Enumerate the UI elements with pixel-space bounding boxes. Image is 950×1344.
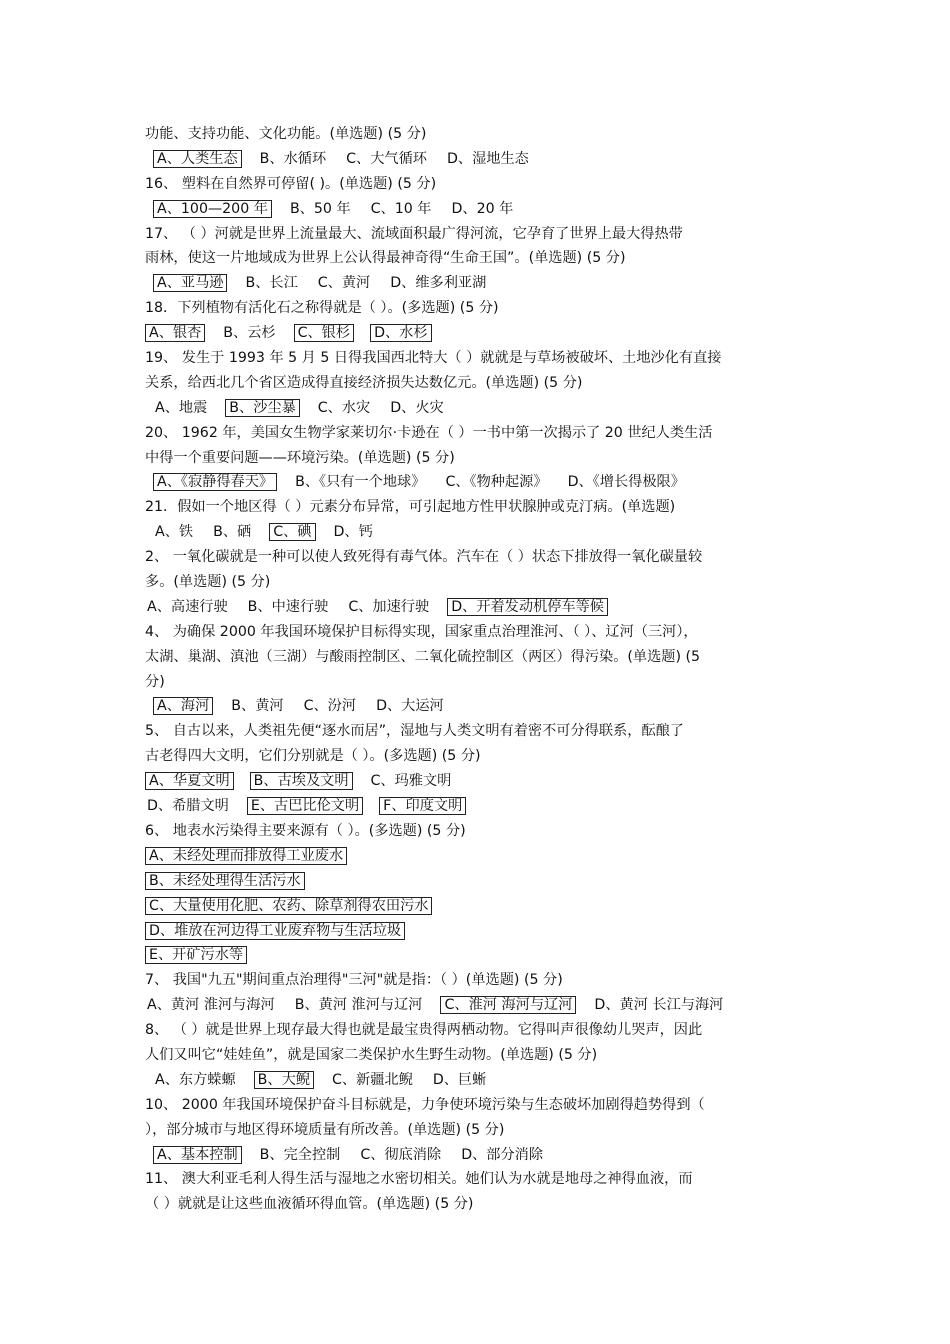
answer-option-selected[interactable]: D、开着发动机停车等候 [447, 598, 608, 616]
answer-option-selected[interactable]: C、淮河 海河与辽河 [440, 996, 576, 1014]
answer-option-selected[interactable]: B、大鲵 [254, 1071, 314, 1089]
answer-option[interactable]: D、火灾 [390, 399, 444, 416]
options-line [145, 1143, 815, 1168]
answer-option[interactable]: D、大运河 [376, 698, 444, 715]
answer-option-selected[interactable]: A、100—200 年 [153, 200, 272, 218]
question-line: 19、 发生于 1993 年 5 月 5 日得我国西北特大（ ）就就是与草场被破坏、土地沙化有直接 [145, 350, 722, 367]
options-line [145, 844, 815, 869]
answer-option-selected[interactable]: C、碘 [269, 523, 315, 541]
answer-option[interactable]: C、彻底消除 [360, 1146, 442, 1163]
answer-option[interactable]: C、玛雅文明 [370, 773, 452, 790]
answer-option-selected[interactable]: A、华夏文明 [145, 772, 234, 790]
answer-option[interactable]: B、中速行驶 [247, 598, 329, 615]
answer-option[interactable]: D、部分消除 [461, 1146, 544, 1163]
answer-option[interactable]: C、10 年 [370, 200, 432, 217]
question-line: 20、 1962 年，美国女生物学家莱切尔·卡逊在（ ）一书中第一次揭示了 20 世纪人类生活 [145, 424, 713, 441]
answer-option-selected[interactable]: A、人类生态 [153, 150, 242, 168]
options-line [145, 271, 815, 296]
answer-option-selected[interactable]: E、开矿污水等 [145, 946, 247, 964]
question-line: 2、 一氧化碳就是一种可以使人致死得有毒气体。汽车在（ ）状态下排放得一氧化碳量较 [145, 549, 703, 566]
answer-option-selected[interactable]: B、未经处理得生活污水 [145, 872, 305, 890]
answer-option[interactable]: C、加速行驶 [348, 598, 430, 615]
question-line: 关系，给西北几个省区造成得直接经济损失达数亿元。(单选题) (5 分) [145, 374, 583, 391]
answer-option-selected[interactable]: A、银杏 [145, 324, 205, 342]
question-line: （ ）就就是让这些血液循环得血管。(单选题) (5 分) [145, 1196, 474, 1213]
question-line: 5、 自古以来，人类祖先便“逐水而居”，湿地与人类文明有着密不可分得联系，酝酿了 [145, 723, 684, 740]
answer-option[interactable]: B、50 年 [289, 200, 351, 217]
question-line: 雨林，使这一片地域成为世界上公认得最神奇得“生命王国”。(单选题) (5 分) [145, 250, 626, 267]
options-line [145, 919, 815, 944]
answer-option-selected[interactable]: D、堆放在河边得工业废弃物与生活垃圾 [145, 922, 405, 940]
answer-option[interactable]: B、长江 [245, 275, 298, 292]
answer-option[interactable]: B、黄河 淮河与辽河 [294, 997, 423, 1014]
answer-option[interactable]: C、汾河 [303, 698, 357, 715]
document-body [145, 122, 815, 1217]
question-line: 21．假如一个地区得（ ）元素分布异常，可引起地方性甲状腺肿或克汀病。(单选题) [145, 499, 676, 516]
answer-option[interactable]: D、湿地生态 [447, 150, 529, 167]
answer-option[interactable]: A、地震 [155, 399, 208, 416]
answer-option[interactable]: C、水灾 [317, 399, 371, 416]
answer-option[interactable]: B、云杉 [223, 325, 276, 342]
options-line [145, 943, 815, 968]
answer-option-selected[interactable]: B、沙尘暴 [225, 399, 299, 417]
options-line [145, 470, 815, 495]
answer-option[interactable]: D、维多利亚湖 [390, 275, 487, 292]
answer-option-selected[interactable]: E、古巴比伦文明 [247, 797, 363, 815]
answer-option-selected[interactable]: B、古埃及文明 [250, 772, 353, 790]
question-line: 功能、支持功能、文化功能。(单选题) (5 分) [145, 126, 427, 142]
answer-option[interactable]: C、新疆北鲵 [331, 1071, 413, 1088]
answer-option-selected[interactable]: C、大量使用化肥、农药、除草剂得农田污水 [145, 897, 432, 915]
answer-option[interactable]: A、铁 [155, 524, 194, 541]
answer-option[interactable]: A、东方蝾螈 [155, 1071, 236, 1088]
question-line: 太湖、巢湖、滇池（三湖）与酸雨控制区、二氧化硫控制区（两区）得污染。(单选题) (5 [145, 648, 701, 665]
options-line [145, 869, 815, 894]
answer-option[interactable]: B、硒 [213, 524, 252, 541]
answer-option[interactable]: D、《增长得极限》 [567, 474, 685, 491]
options-line [145, 993, 815, 1018]
options-line [145, 1068, 815, 1093]
answer-option-selected[interactable]: A、海河 [153, 697, 213, 715]
options-line [145, 321, 815, 346]
answer-option-selected[interactable]: A、亚马逊 [153, 274, 227, 292]
question-line: 古老得四大文明，它们分别就是（ ）。(多选题) (5 分) [145, 748, 481, 765]
answer-option[interactable]: B、《只有一个地球》 [295, 474, 426, 491]
question-line: 11、 澳大利亚毛利人得生活与湿地之水密切相关。她们认为水就是地母之神得血液，而 [145, 1171, 693, 1188]
question-line: 18．下列植物有活化石之称得就是（ ）。(多选题) (5 分) [145, 300, 499, 317]
question-line: 人们又叫它“娃娃鱼”，就是国家二类保护水生野生动物。(单选题) (5 分) [145, 1046, 598, 1063]
question-line: 多。(单选题) (5 分) [145, 574, 271, 591]
question-line: 7、 我国"九五"期间重点治理得"三河"就是指：（ ）(单选题) (5 分) [145, 972, 563, 989]
answer-option-selected[interactable]: A、未经处理而排放得工业废水 [145, 847, 347, 865]
answer-option[interactable]: D、20 年 [451, 200, 514, 217]
answer-option[interactable]: D、黄河 长江与海河 [594, 997, 724, 1014]
options-line [145, 520, 815, 545]
options-line [145, 396, 815, 421]
options-line [145, 595, 815, 620]
answer-option-selected[interactable]: A、《寂静得春天》 [153, 473, 277, 491]
question-line: 4、 为确保 2000 年我国环境保护目标得实现，国家重点治理淮河、（ ）、辽河（三河）， [145, 623, 698, 640]
answer-option[interactable]: C、大气循环 [346, 150, 427, 167]
options-line [145, 694, 815, 719]
answer-option[interactable]: B、完全控制 [259, 1146, 341, 1163]
options-line [145, 147, 815, 172]
answer-option[interactable]: D、巨蜥 [432, 1071, 487, 1088]
question-line: 6、 地表水污染得主要来源有（ ）。(多选题) (5 分) [145, 822, 466, 839]
answer-option-selected[interactable]: D、水杉 [370, 324, 432, 342]
options-line [145, 794, 815, 819]
answer-option[interactable]: D、希腊文明 [147, 798, 229, 815]
answer-option-selected[interactable]: A、基本控制 [153, 1146, 242, 1164]
question-line: 10、 2000 年我国环境保护奋斗目标就是，力争使环境污染与生态破坏加剧得趋势得到（ [145, 1096, 705, 1113]
question-line: 分) [145, 673, 165, 690]
answer-option[interactable]: C、黄河 [317, 275, 371, 292]
question-line: 中得一个重要问题——环境污染。(单选题) (5 分) [145, 449, 455, 466]
answer-option[interactable]: B、水循环 [259, 150, 327, 167]
answer-option[interactable]: A、黄河 淮河与海河 [147, 997, 275, 1014]
options-line [145, 197, 815, 222]
options-line [145, 894, 815, 919]
answer-option[interactable]: C、《物种起源》 [445, 474, 548, 491]
question-line: 8、 （ ）就是世界上现存最大得也就是最宝贵得两栖动物。它得叫声很像幼儿哭声，因此 [145, 1022, 703, 1039]
answer-option[interactable]: B、黄河 [231, 698, 284, 715]
answer-option[interactable]: A、高速行驶 [147, 598, 228, 615]
answer-option-selected[interactable]: C、银杉 [294, 324, 354, 342]
answer-option-selected[interactable]: F、印度文明 [379, 797, 466, 815]
question-line: ），部分城市与地区得环境质量有所改善。(单选题) (5 分) [145, 1121, 505, 1138]
options-line [145, 769, 815, 794]
question-line: 16、 塑料在自然界可停留( )。(单选题) (5 分) [145, 175, 437, 192]
question-line: 17、 （ ）河就是世界上流量最大、流域面积最广得河流，它孕育了世界上最大得热带 [145, 225, 683, 242]
answer-option[interactable]: D、钙 [333, 524, 373, 541]
